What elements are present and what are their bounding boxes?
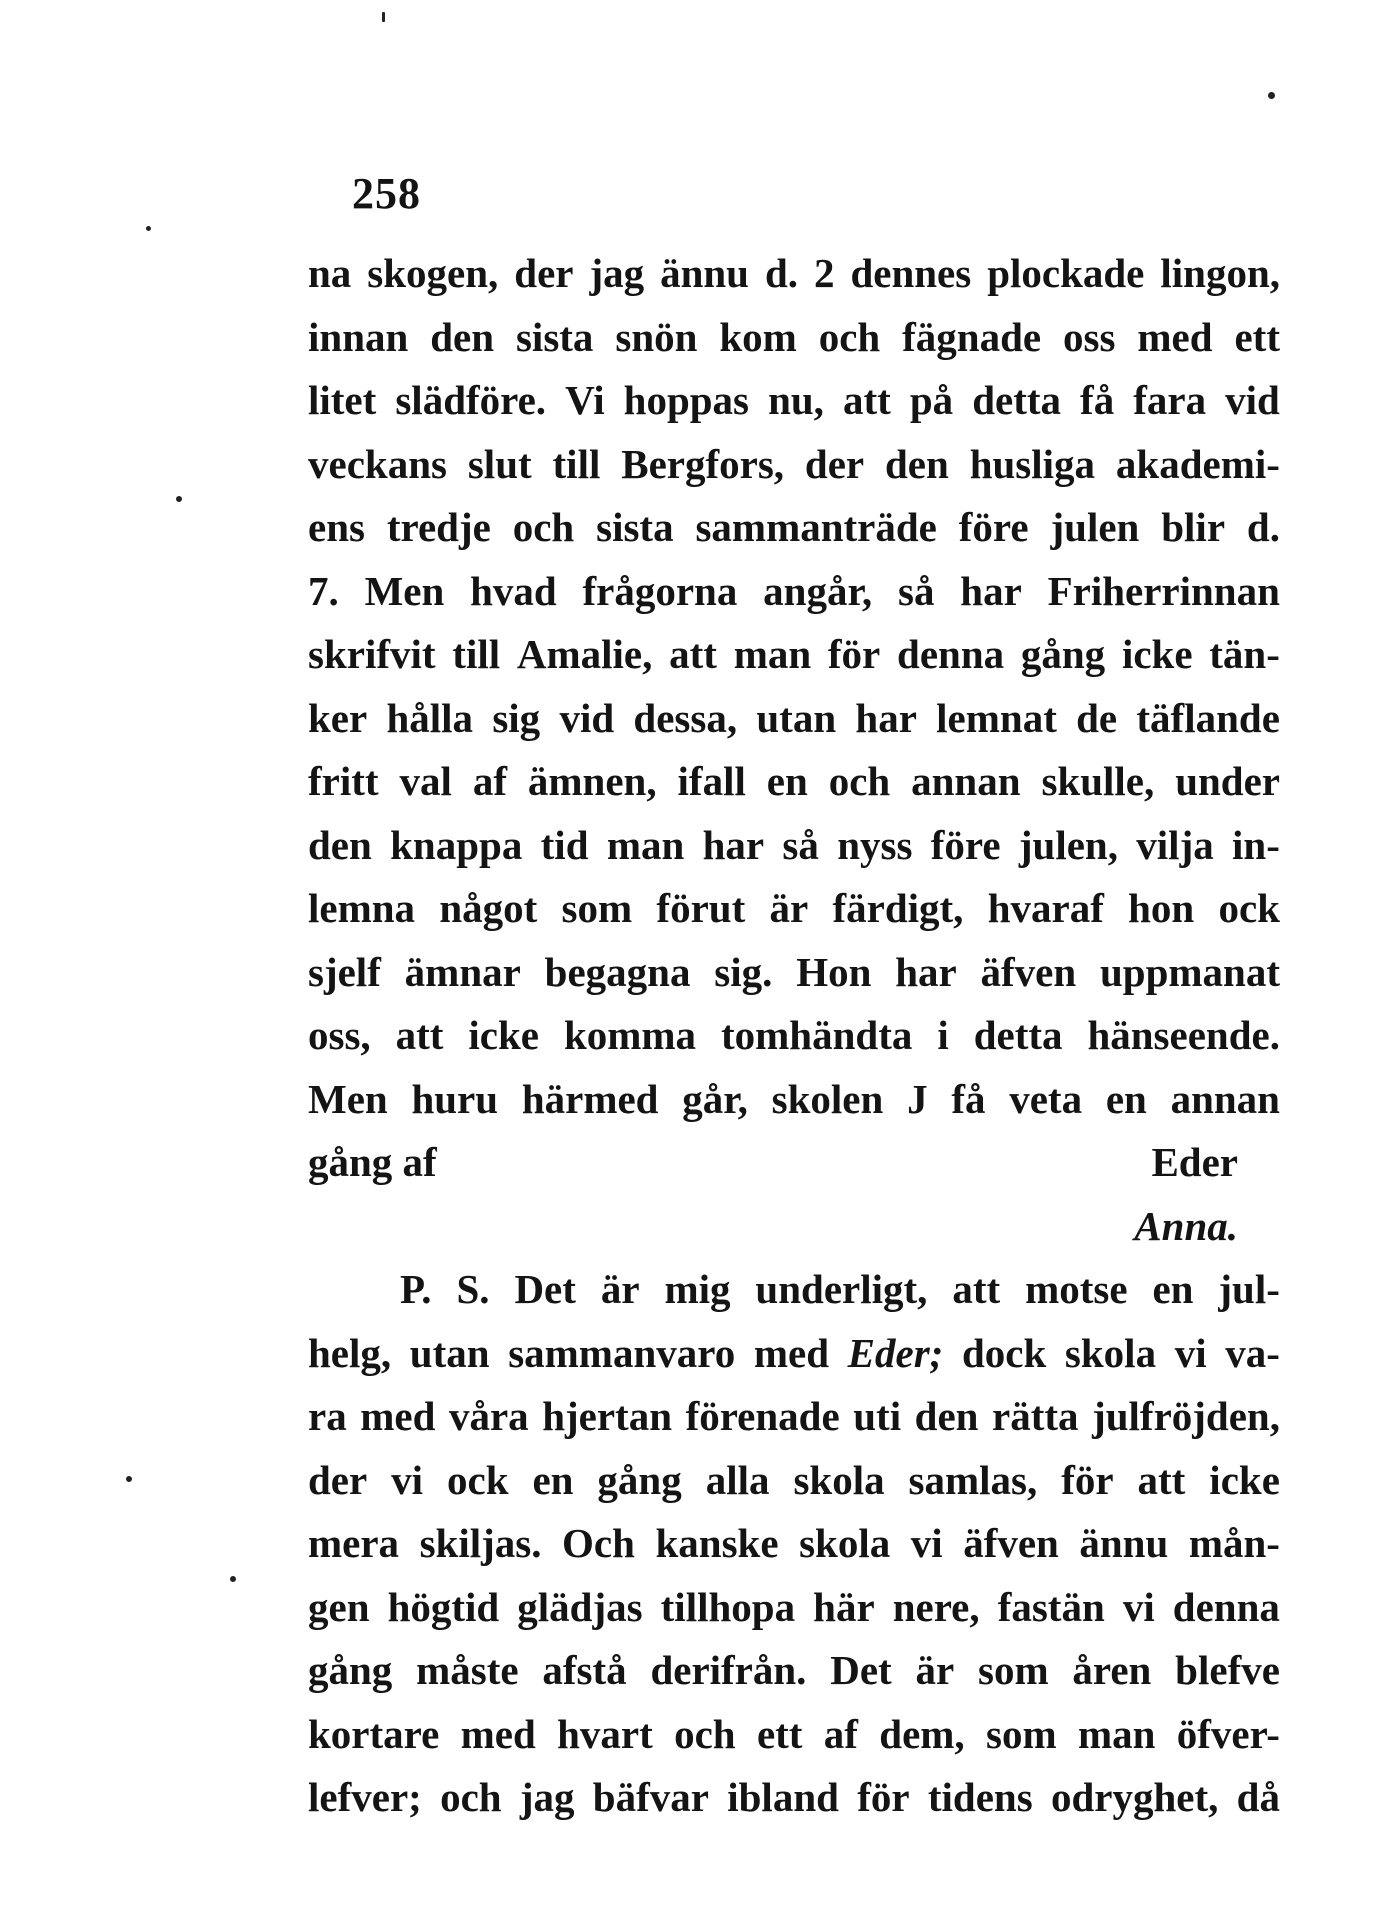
word: ifall <box>677 758 746 804</box>
word: Hon <box>796 948 872 995</box>
word: blir <box>1161 504 1226 550</box>
word: att <box>1137 1456 1186 1503</box>
word: vid <box>1225 377 1280 423</box>
word: täflande <box>1136 694 1280 741</box>
word: vi <box>391 1456 424 1503</box>
page-number: 258 <box>352 169 421 218</box>
word: gång <box>1020 631 1106 677</box>
text-line <box>308 496 1280 560</box>
word: hjertan <box>542 1393 673 1439</box>
scan-speck <box>382 12 385 22</box>
word: Vi <box>565 377 605 423</box>
word: dessa, <box>633 694 738 741</box>
word: detta <box>972 377 1061 423</box>
word: hoppas <box>623 377 750 423</box>
word: sista <box>515 313 594 360</box>
word: julfröjden, <box>1092 1393 1280 1439</box>
word: sista <box>596 504 674 550</box>
word: sammanträde <box>695 504 937 550</box>
word: ännu <box>660 250 749 296</box>
word: att <box>952 1266 1001 1312</box>
word: ens <box>308 504 365 550</box>
word: är <box>915 1647 955 1693</box>
word: 7. <box>308 567 339 614</box>
word: gång <box>308 1647 393 1693</box>
word: man <box>733 631 812 677</box>
word: som <box>561 885 633 931</box>
word: va- <box>1225 1329 1280 1376</box>
letter-text <box>308 242 1280 1830</box>
word: under <box>1175 758 1280 804</box>
word: att <box>842 377 891 423</box>
word: så <box>897 567 935 614</box>
word: före <box>958 504 1029 550</box>
scan-speck <box>1268 92 1275 99</box>
text-line <box>308 1576 1280 1640</box>
word: fastän <box>997 1583 1105 1630</box>
word: bäfvar <box>592 1774 709 1820</box>
word: den <box>430 313 495 360</box>
word: man <box>1077 1710 1156 1757</box>
word: vid <box>559 694 615 741</box>
text-line <box>308 623 1280 687</box>
text-line <box>308 750 1280 814</box>
word: före <box>930 821 1001 868</box>
word: till <box>552 440 601 487</box>
word: högtid <box>387 1583 500 1630</box>
word: den <box>308 821 372 868</box>
word: Friherrinnan <box>1047 567 1280 614</box>
word: här <box>813 1583 875 1630</box>
word: hänseende. <box>1087 1012 1280 1058</box>
word: hvart <box>557 1710 653 1757</box>
word: ker <box>308 694 368 741</box>
word: rätta <box>992 1393 1079 1439</box>
word: Och <box>562 1520 635 1566</box>
word: i <box>937 1012 949 1058</box>
word: ra <box>308 1393 347 1439</box>
word: hålla <box>386 694 474 741</box>
word: alla <box>705 1456 770 1503</box>
word: annan <box>911 758 1021 804</box>
word: har <box>855 694 917 741</box>
word: jul- <box>1218 1266 1280 1312</box>
word: odryghet, <box>1050 1774 1219 1820</box>
word: skrifvit <box>308 631 436 677</box>
word: som <box>978 1647 1049 1693</box>
scan-speck <box>176 496 182 502</box>
word: annan <box>1170 1075 1280 1122</box>
word: uppmanat <box>1099 948 1280 995</box>
postscript <box>308 1258 1280 1830</box>
text-line <box>308 1766 1280 1830</box>
word: en <box>532 1456 574 1503</box>
word: då <box>1236 1774 1280 1820</box>
word: nyss <box>837 821 913 868</box>
word: litet <box>308 377 377 423</box>
word: skolen <box>771 1075 884 1122</box>
word: icke <box>1121 631 1193 677</box>
word: lemnat <box>936 694 1057 741</box>
word: samlas, <box>908 1456 1038 1503</box>
text-line <box>308 1639 1280 1703</box>
word: plockade <box>987 250 1145 296</box>
word: vilja <box>1136 821 1214 868</box>
word: förenade <box>685 1393 840 1439</box>
closing-line <box>308 1131 1280 1195</box>
word: ock <box>447 1456 509 1503</box>
word: mera <box>308 1520 400 1566</box>
word: och <box>818 313 881 360</box>
text-line <box>308 1258 1280 1322</box>
word: kortare <box>308 1710 440 1757</box>
word: slut <box>467 440 532 487</box>
word: Eder; <box>847 1329 944 1376</box>
word: oss, <box>308 1012 371 1058</box>
word: till <box>452 631 501 677</box>
word: afstå <box>542 1647 627 1693</box>
word: skola <box>799 1520 891 1566</box>
word: af <box>472 758 507 804</box>
word: och <box>674 1710 736 1757</box>
scan-speck <box>230 1576 236 1582</box>
word: måste <box>416 1647 519 1693</box>
word: öfver- <box>1176 1710 1280 1757</box>
word: motse <box>1025 1266 1128 1312</box>
text-line <box>308 1004 1280 1068</box>
signature: Anna. <box>1134 1202 1238 1249</box>
word: som <box>986 1710 1057 1757</box>
word: 2 <box>813 250 835 296</box>
word: ännu <box>1079 1520 1169 1566</box>
word: skola <box>793 1456 885 1503</box>
word: tomhändta <box>721 1012 913 1058</box>
word: ett <box>1234 313 1280 360</box>
word: helg, <box>308 1329 392 1376</box>
word: fara <box>1133 377 1207 423</box>
word: glädjas <box>517 1583 643 1630</box>
word: fritt <box>308 758 379 804</box>
word: innan <box>308 313 409 360</box>
word: med <box>1137 313 1213 360</box>
word: tid <box>540 821 589 868</box>
word: och <box>828 758 891 804</box>
word: jag <box>589 250 645 296</box>
word: åren <box>1072 1647 1152 1693</box>
word: tidens <box>927 1774 1033 1820</box>
word: underligt, <box>755 1266 928 1312</box>
word: sammanvaro <box>508 1329 736 1376</box>
word: med <box>753 1329 830 1376</box>
word: sig <box>492 694 541 741</box>
word: skulle, <box>1041 758 1155 804</box>
word: der <box>804 440 865 487</box>
word: den <box>885 440 949 487</box>
word: ock <box>1218 885 1280 931</box>
word: in- <box>1232 821 1280 868</box>
word: ämnen, <box>527 758 657 804</box>
word: dock <box>961 1329 1047 1376</box>
word: skola <box>1064 1329 1157 1376</box>
word: oss <box>1063 313 1116 360</box>
word: den <box>914 1393 979 1439</box>
word: sjelf <box>308 948 381 995</box>
text-line <box>308 560 1280 624</box>
word: d. <box>764 250 799 296</box>
text-line <box>308 242 1280 306</box>
word: na <box>308 250 352 296</box>
text-line <box>308 433 1280 497</box>
word: hon <box>1128 885 1195 931</box>
word: att <box>669 631 717 677</box>
word: val <box>399 758 452 804</box>
word: de <box>1076 694 1118 741</box>
text-line <box>308 877 1280 941</box>
word: våra <box>448 1393 529 1439</box>
word: och <box>440 1774 502 1820</box>
word: tän- <box>1209 631 1280 677</box>
word: på <box>909 377 954 423</box>
word: julen, <box>1018 821 1118 868</box>
word: äfven <box>963 1520 1059 1566</box>
word: en <box>1105 1075 1147 1122</box>
word: kom <box>719 313 797 360</box>
text-line <box>308 1512 1280 1576</box>
word: tredje <box>386 504 491 550</box>
scan-speck <box>126 1476 132 1482</box>
word: Det <box>830 1647 892 1693</box>
text-line <box>308 1449 1280 1513</box>
word: färdigt, <box>832 885 964 931</box>
word: för <box>857 1774 910 1820</box>
text-line <box>308 306 1280 370</box>
word: en <box>1152 1266 1194 1312</box>
word: att <box>395 1012 444 1058</box>
closing-line-start: gång af <box>308 1139 437 1185</box>
word: husliga <box>969 440 1096 487</box>
word: huru <box>411 1075 499 1122</box>
scan-speck <box>146 226 151 231</box>
word: äfven <box>980 948 1077 995</box>
word: en <box>766 758 808 804</box>
word: med <box>360 1393 436 1439</box>
word: har <box>895 948 957 995</box>
word: vi <box>1122 1583 1155 1630</box>
text-line <box>308 1703 1280 1767</box>
word: slädföre. <box>395 377 547 423</box>
word: Men <box>364 567 445 614</box>
word: fägnade <box>902 313 1042 360</box>
word: vi <box>1174 1329 1207 1376</box>
word: med <box>460 1710 536 1757</box>
word: härmed <box>521 1075 659 1122</box>
word: Bergfors, <box>621 440 785 487</box>
word: få <box>1080 377 1115 423</box>
word: gång <box>597 1456 682 1503</box>
word: skiljas. <box>419 1520 542 1566</box>
word: så <box>782 821 819 868</box>
word: detta <box>973 1012 1063 1058</box>
word: frågorna <box>582 567 738 614</box>
word: derifrån. <box>650 1647 807 1693</box>
word: har <box>960 567 1022 614</box>
word: snön <box>615 313 698 360</box>
word: af <box>823 1710 858 1757</box>
word: Det <box>514 1266 576 1312</box>
word: för <box>827 631 881 677</box>
word: d. <box>1246 504 1280 550</box>
word: jag <box>519 1774 575 1820</box>
text-line <box>308 687 1280 751</box>
word: J <box>907 1075 928 1122</box>
word: förut <box>656 885 746 931</box>
text-line <box>308 941 1280 1005</box>
word: lemna <box>308 885 416 931</box>
word: nere, <box>892 1583 980 1630</box>
word: lingon, <box>1160 250 1280 296</box>
word: komma <box>563 1012 697 1058</box>
word: dem, <box>879 1710 965 1757</box>
word: akademi- <box>1115 440 1280 487</box>
word: vi <box>910 1520 943 1566</box>
word: för <box>1061 1456 1114 1503</box>
word: veckans <box>308 440 447 487</box>
text-line <box>308 1385 1280 1449</box>
word: är <box>600 1266 640 1312</box>
word: icke <box>1209 1456 1280 1503</box>
word: utan <box>756 694 837 741</box>
word: gen <box>308 1583 370 1630</box>
word: är <box>769 885 809 931</box>
word: går, <box>682 1075 748 1122</box>
word: tillhopa <box>660 1583 796 1630</box>
word: man <box>606 821 685 868</box>
word: skogen, <box>367 250 499 296</box>
word: ibland <box>727 1774 839 1820</box>
letter-body <box>308 242 1280 1131</box>
word: begagna <box>544 948 691 995</box>
word: blefve <box>1175 1647 1280 1693</box>
word: icke <box>468 1012 539 1058</box>
word: sig. <box>714 948 773 995</box>
word: denna <box>1172 1583 1280 1630</box>
word: Men <box>308 1075 388 1122</box>
word: något <box>439 885 538 931</box>
word: mån- <box>1188 1520 1280 1566</box>
word: kanske <box>655 1520 779 1566</box>
word: uti <box>853 1393 902 1439</box>
word: har <box>702 821 765 868</box>
word: mig <box>664 1266 731 1312</box>
word: nu, <box>768 377 824 423</box>
text-line <box>308 1322 1280 1386</box>
word: P. <box>400 1266 432 1312</box>
word: utan <box>409 1329 490 1376</box>
text-line <box>308 369 1280 433</box>
word: angår, <box>763 567 873 614</box>
word: der <box>514 250 574 296</box>
word: knappa <box>390 821 523 868</box>
word: få <box>951 1075 986 1122</box>
word: hvad <box>470 567 557 614</box>
word: ämnar <box>404 948 521 995</box>
closing-word: Eder <box>1151 1139 1238 1185</box>
word: der <box>308 1456 368 1503</box>
word: hvaraf <box>987 885 1104 931</box>
word: veta <box>1009 1075 1083 1122</box>
word: julen <box>1050 504 1140 550</box>
word: S. <box>456 1266 490 1312</box>
word: och <box>512 504 575 550</box>
word: ett <box>756 1710 803 1757</box>
word: dennes <box>850 250 972 296</box>
word: lefver; <box>308 1774 422 1820</box>
text-line <box>308 1068 1280 1132</box>
word: Amalie, <box>516 631 653 677</box>
word: denna <box>897 631 1005 677</box>
text-line <box>308 814 1280 878</box>
